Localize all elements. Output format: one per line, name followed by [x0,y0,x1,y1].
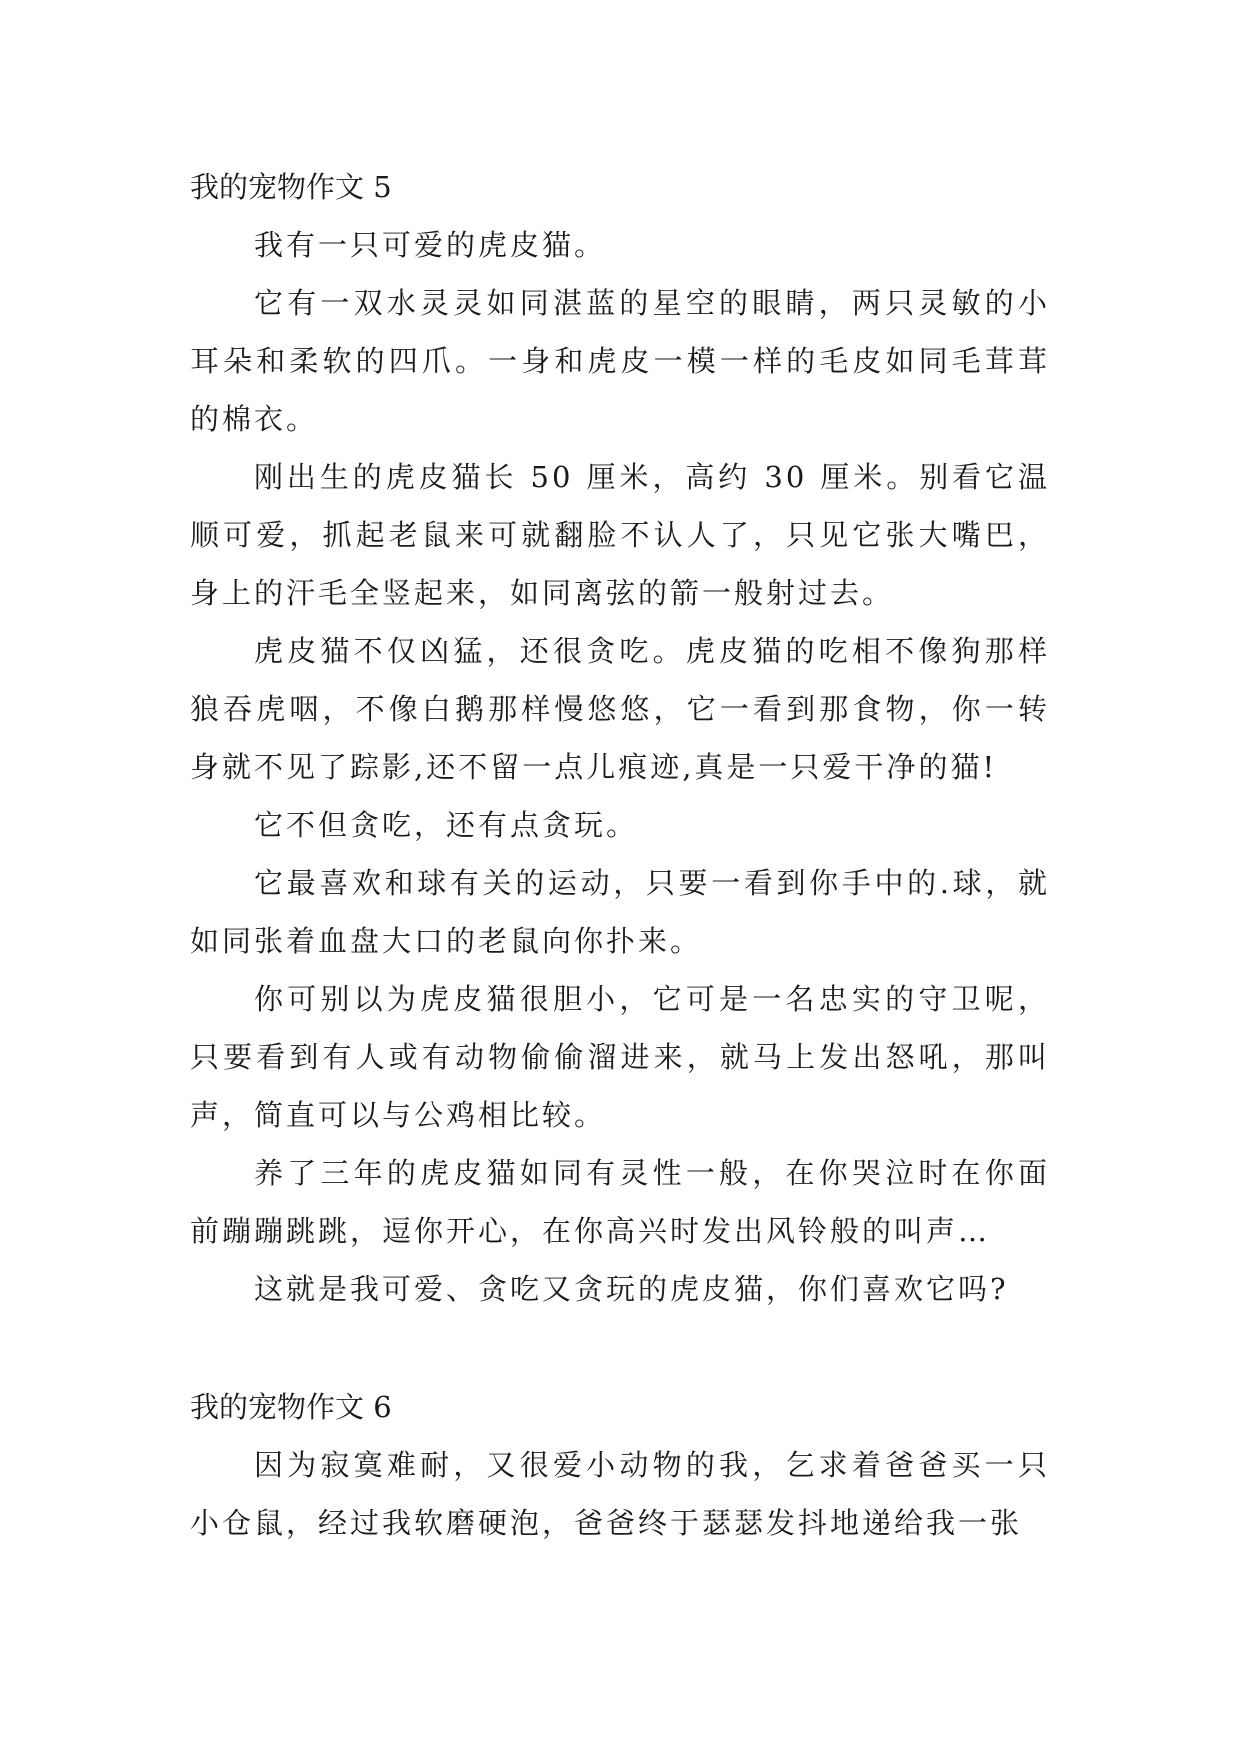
essay-paragraph: 虎皮猫不仅凶猛，还很贪吃。虎皮猫的吃相不像狗那样狼吞虎咽，不像白鹅那样慢悠悠，它一看到那食物，你一转身就不见了踪影,还不留一点儿痕迹,真是一只爱干净的猫! [190,634,1050,784]
essay-paragraph: 它有一双水灵灵如同湛蓝的星空的眼睛，两只灵敏的小耳朵和柔软的四爪。一身和虎皮一模一样的毛皮如同毛茸茸的棉衣。 [190,286,1050,436]
essay-section [190,1378,1050,1552]
essay-title: 我的宠物作文 5 [190,170,392,204]
essay-paragraph: 刚出生的虎皮猫长 50 厘米，高约 30 厘米。别看它温顺可爱，抓起老鼠来可就翻脸不认人了，只见它张大嘴巴，身上的汗毛全竖起来，如同离弦的箭一般射过去。 [190,460,1050,610]
essay-paragraph: 它最喜欢和球有关的运动，只要一看到你手中的.球，就如同张着血盘大口的老鼠向你扑来。 [190,866,1050,958]
essay-title: 我的宠物作文 6 [190,1390,392,1424]
essay-paragraph: 我有一只可爱的虎皮猫。 [254,228,607,262]
essay-paragraph: 因为寂寞难耐，又很爱小动物的我，乞求着爸爸买一只小仓鼠，经过我软磨硬泡，爸爸终于瑟瑟发抖地递给我一张 [190,1448,1050,1540]
essay-paragraph: 这就是我可爱、贪吃又贪玩的虎皮猫，你们喜欢它吗? [254,1272,1009,1306]
essay-paragraph: 你可别以为虎皮猫很胆小，它可是一名忠实的守卫呢，只要看到有人或有动物偷偷溜进来，就马上发出怒吼，那叫声，简直可以与公鸡相比较。 [190,982,1050,1132]
essay-paragraph: 养了三年的虎皮猫如同有灵性一般，在你哭泣时在你面前蹦蹦跳跳，逗你开心，在你高兴时发出风铃般的叫声… [190,1156,1050,1248]
essay-section [190,158,1050,1318]
essay-paragraph: 它不但贪吃，还有点贪玩。 [254,808,639,842]
